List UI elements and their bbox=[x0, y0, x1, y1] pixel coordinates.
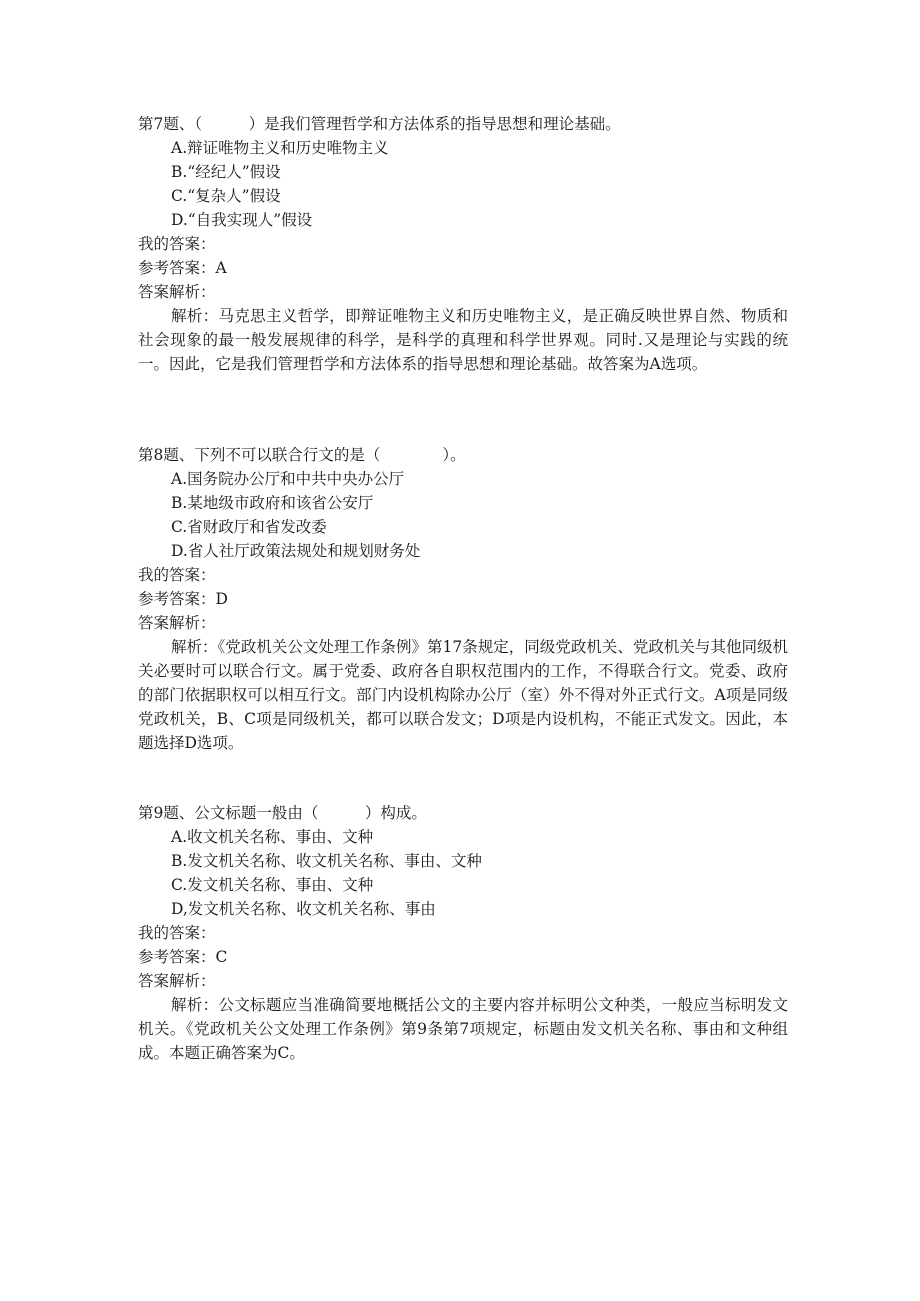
my-answer: 我的答案： bbox=[138, 566, 216, 584]
question-7 bbox=[138, 112, 788, 376]
option-a: A.国务院办公厅和中共中央办公厅 bbox=[171, 470, 405, 488]
analysis-label: 答案解析： bbox=[138, 283, 216, 301]
option-d: D.“自我实现人”假设 bbox=[171, 211, 313, 229]
option-a: A.收文机关名称、事由、文种 bbox=[171, 828, 374, 846]
my-answer: 我的答案： bbox=[138, 235, 216, 253]
option-d: D.省人社厅政策法规处和规划财务处 bbox=[171, 542, 421, 560]
option-b: B.发文机关名称、收文机关名称、事由、文种 bbox=[171, 852, 482, 870]
reference-answer: 参考答案：C bbox=[138, 948, 228, 966]
reference-answer: 参考答案：D bbox=[138, 590, 228, 608]
reference-answer: 参考答案：A bbox=[138, 259, 227, 277]
analysis-text: 解析：马克思主义哲学，即辩证唯物主义和历史唯物主义，是正确反映世界自然、物质和社会现象的最一般发展规律的科学，是科学的真理和科学世界观。同时.又是理论与实践的统一。因此，它是我们管理哲学和方法体系的指导思想和理论基础。故答案为A选项。 bbox=[138, 307, 788, 373]
analysis-label: 答案解析： bbox=[138, 972, 216, 990]
question-stem: 第9题、公文标题一般由（ ）构成。 bbox=[138, 804, 427, 822]
question-8 bbox=[138, 443, 788, 755]
question-9 bbox=[138, 801, 788, 1065]
option-d: D,发文机关名称、收文机关名称、事由 bbox=[171, 900, 436, 918]
option-c: C.“复杂人”假设 bbox=[171, 187, 281, 205]
option-b: B.某地级市政府和该省公安厅 bbox=[171, 494, 374, 512]
analysis-text: 解析：《党政机关公文处理工作条例》第17条规定，同级党政机关、党政机关与其他同级机关必要时可以联合行文。属于党委、政府各自职权范围内的工作，不得联合行文。党委、政府的部门依据职权可以相互行文。部门内设机构除办公厅（室）外不得对外正式行文。A项是同级党政机关，B、C项是同级机关，都可以联合发文；D项是内设机构，不能正式发文。因此，本题选择D选项。 bbox=[138, 638, 788, 752]
option-c: C.发文机关名称、事由、文种 bbox=[171, 876, 374, 894]
option-b: B.“经纪人”假设 bbox=[171, 163, 281, 181]
option-a: A.辩证唯物主义和历史唯物主义 bbox=[171, 139, 389, 157]
analysis-label: 答案解析： bbox=[138, 614, 216, 632]
question-stem: 第7题、（ ）是我们管理哲学和方法体系的指导思想和理论基础。 bbox=[138, 115, 621, 133]
my-answer: 我的答案： bbox=[138, 924, 216, 942]
question-stem: 第8题、下列不可以联合行文的是（ ）。 bbox=[138, 446, 466, 464]
option-c: C.省财政厅和省发改委 bbox=[171, 518, 327, 536]
analysis-text: 解析：公文标题应当准确简要地概括公文的主要内容并标明公文种类，一般应当标明发文机关。《党政机关公文处理工作条例》第9条第7项规定，标题由发文机关名称、事由和文种组成。本题正确答案为C。 bbox=[138, 996, 788, 1062]
